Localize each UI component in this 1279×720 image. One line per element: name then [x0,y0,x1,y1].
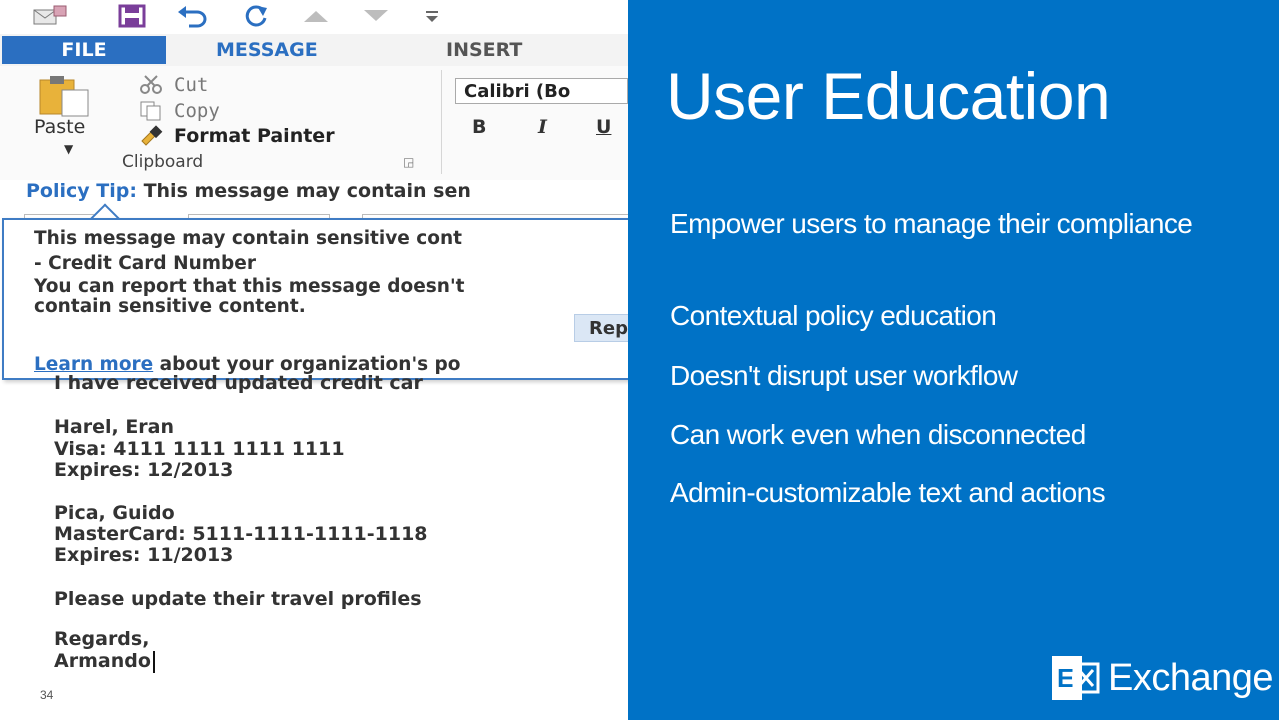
outlook-compose-screenshot [0,0,628,720]
chevron-down-icon: ▼ [64,142,74,156]
exchange-logo-text: Exchange [1108,656,1274,699]
bullet-item: Admin-customizable text and actions [670,477,1105,508]
undo-icon[interactable] [172,3,212,29]
paste-label: Paste [34,116,86,138]
redo-icon[interactable] [236,3,276,29]
bullet-item: Contextual policy education [670,300,997,331]
report-button[interactable]: Rep [574,314,628,342]
underline-button[interactable]: U [596,116,612,138]
cut-label: Cut [174,74,209,96]
policy-tip-label: Policy Tip: [26,180,137,202]
learn-more-rest: about your organization's po [153,354,461,375]
tab-message[interactable]: MESSAGE [216,39,318,61]
ribbon-tab-bar [0,34,628,66]
email-body-line: Visa: 4111 1111 1111 1111 [54,438,345,460]
tab-insert[interactable]: INSERT [446,39,523,61]
policy-tip-bar[interactable] [0,180,628,210]
scissors-icon [138,74,164,96]
email-body-line: Harel, Eran [54,416,175,438]
email-body-last-line [54,650,155,673]
send-receive-icon[interactable] [30,3,70,29]
svg-text:E: E [1057,663,1075,693]
text-cursor [153,651,155,673]
email-body[interactable] [0,372,628,698]
email-body-line: Regards, [54,628,150,650]
policy-tip-callout [2,218,628,380]
email-body-line: MasterCard: 5111-1111-1111-1118 [54,523,428,545]
callout-line: You can report that this message doesn't [34,276,465,297]
callout-line: This message may contain sensitive cont [34,228,462,249]
ribbon [0,66,628,181]
copy-label: Copy [174,100,220,122]
bullet-item: Can work even when disconnected [670,419,1086,450]
tab-file[interactable]: FILE [2,36,166,64]
policy-tip-message: This message may contain sen [136,180,471,202]
save-icon[interactable] [112,3,152,29]
italic-button[interactable]: I [538,116,547,138]
callout-line: - Credit Card Number [34,253,256,274]
copy-icon [138,100,164,122]
paste-button[interactable] [28,72,124,172]
exchange-logo-icon [1052,654,1100,702]
format-painter-icon [138,125,164,147]
paste-icon [36,72,96,118]
email-body-line: I have received updated credit car [54,372,423,394]
up-arrow-icon[interactable] [298,3,334,29]
learn-more-link[interactable]: Learn more [34,354,154,375]
email-body-line: Expires: 11/2013 [54,544,234,566]
customize-toolbar-icon[interactable] [420,3,444,29]
slide-panel [628,0,1279,720]
email-body-line: Pica, Guido [54,502,175,524]
down-arrow-icon[interactable] [358,3,394,29]
copy-button[interactable] [138,98,220,124]
bullet-item: Doesn't disrupt user workflow [670,360,1018,391]
email-body-line: Expires: 12/2013 [54,459,234,481]
format-painter-button[interactable] [138,123,335,149]
email-signature: Armando [54,650,151,672]
callout-line: contain sensitive content. [34,296,306,317]
bullet-item: Empower users to manage their compliance [670,208,1193,239]
exchange-logo [1052,654,1273,702]
clipboard-group-label: Clipboard [122,152,204,172]
font-name-combobox[interactable]: Calibri (Bo [455,78,628,104]
slide-title: User Education [666,59,1111,133]
dialog-launcher-icon[interactable]: ◲ [403,155,415,169]
email-body-line: Please update their travel profiles [54,588,422,610]
slide-number: 34 [40,688,54,702]
format-painter-label: Format Painter [174,125,335,147]
quick-access-toolbar [0,0,628,34]
ribbon-separator [441,70,442,174]
bold-button[interactable]: B [472,116,487,138]
cut-button[interactable] [138,72,208,98]
